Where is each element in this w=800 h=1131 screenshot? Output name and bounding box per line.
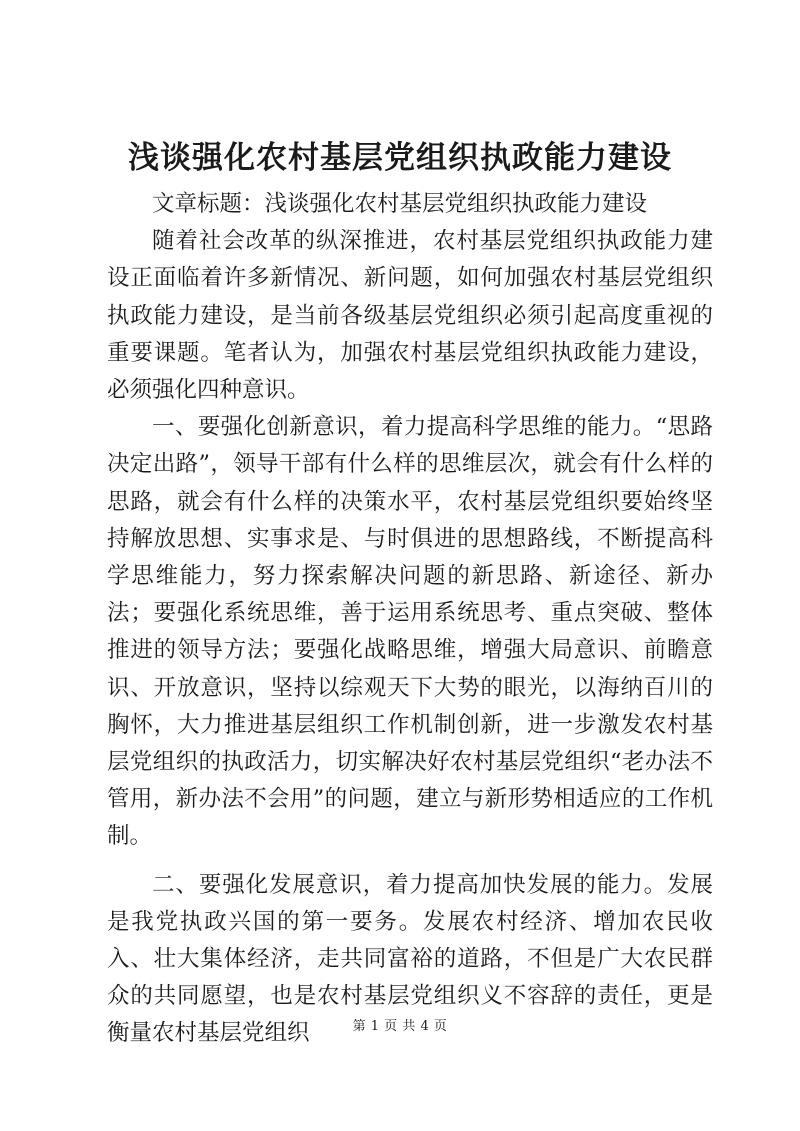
document-title: 浅谈强化农村基层党组织执政能力建设 [128,140,672,176]
section-one-paragraph: 一、要强化创新意识，着力提高科学思维的能力。“思路决定出路”，领导干部有什么样的思维层次，就会有什么样的思路，就会有什么样的决策水平，农村基层党组织要始终坚持解放思想、实事求是、与时俱进的思想路线，不断提高科学思维能力，努力探索解决问题的新思路、新途径、新办法；要强化系统思维，善于运用系统思考、重点突破、整体推进的领导方法；要强化战略思维，增强大局意识、前瞻意识、开放意识，坚持以综观天下大势的眼光，以海纳百川的胸怀，大力推进基层组织工作机制创新，进一步激发农村基层党组织的执政活力，切实解决好农村基层党组织“老办法不管用，新办法不会用”的问题，建立与新形势相适应的工作机制。 [107,414,713,850]
document-body [107,186,713,1053]
page-footer: 第 1 页 共 4 页 [352,1019,448,1034]
intro-paragraph: 随着社会改革的纵深推进，农村基层党组织执政能力建设正面临着许多新情况、新问题，如何加强农村基层党组织执政能力建设，是当前各级基层党组织必须引起高度重视的重要课题。笔者认为，加强农村基层党组织执政能力建设，必须强化四种意识。 [107,228,713,404]
article-title-line: 文章标题：浅谈强化农村基层党组织执政能力建设 [152,191,648,217]
section-two-paragraph: 二、要强化发展意识，着力提高加快发展的能力。发展是我党执政兴国的第一要务。发展农村经济、增加农民收入、壮大集体经济，走共同富裕的道路，不但是广大农民群众的共同愿望，也是农村基层党组织义不容辞的责任，更是衡量农村基层党组织 [107,871,713,1047]
